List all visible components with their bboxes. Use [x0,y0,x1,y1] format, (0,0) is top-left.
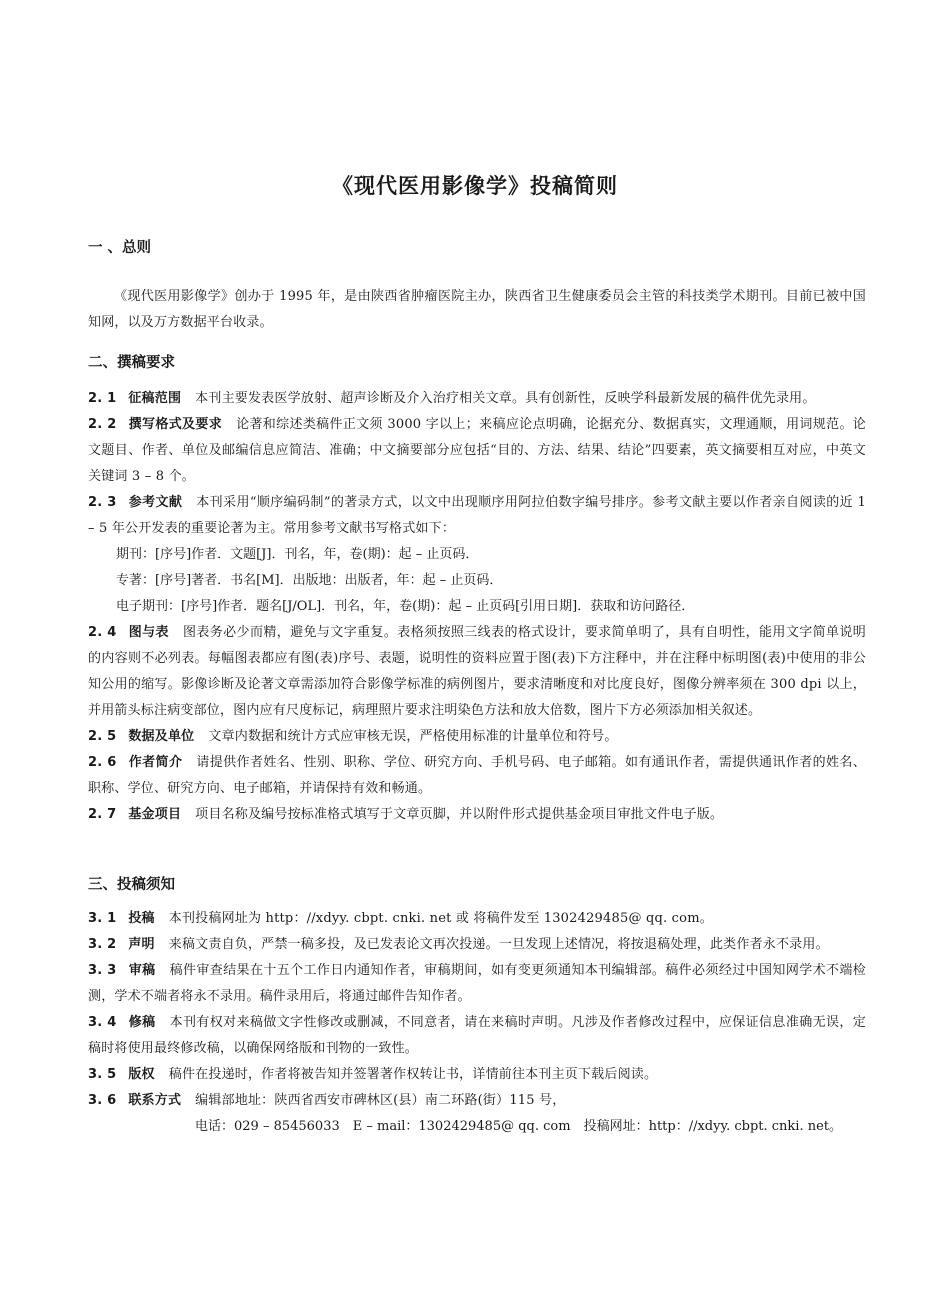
item-keyword: 数据及单位 [128,729,195,744]
item-number: 3. 1 [88,911,117,926]
item-number: 2. 7 [88,807,117,822]
item-keyword: 修稿 [128,1015,156,1030]
item-3-2 [88,932,866,958]
reference-format-ejournal: 电子期刊：[序号]作者．题名[J/OL]．刊名，年，卷(期)：起 – 止页码[引用日期]．获取和访问路径． [116,599,695,614]
item-number: 3. 2 [88,937,117,952]
item-keyword: 联系方式 [128,1093,182,1108]
item-2-4 [88,620,866,724]
item-keyword: 投稿 [128,911,155,926]
item-keyword: 作者简介 [128,755,183,770]
item-3-4 [88,1010,866,1062]
item-keyword: 图与表 [128,625,169,640]
item-number: 2. 5 [88,729,117,744]
item-number: 3. 6 [88,1093,117,1108]
item-3-6 [88,1088,866,1114]
item-2-5 [88,724,866,750]
item-2-1 [88,386,866,412]
page-title: 《现代医用影像学》投稿简则 [332,174,618,198]
item-text: 本刊主要发表医学放射、超声诊断及介入治疗相关文章。具有创新性，反映学科最新发展的稿件优先录用。 [195,391,816,406]
item-3-5 [88,1062,866,1088]
item-text: 来稿文责自负，严禁一稿多投，及已发表论文再次投递。一旦发现上述情况，将按退稿处理，此类作者永不录用。 [168,937,829,952]
item-keyword: 基金项目 [128,807,182,822]
item-text: 文章内数据和统计方式应审核无误，严格使用标准的计量单位和符号。 [208,729,618,744]
item-keyword: 征稿范围 [128,391,182,406]
section-1-body [88,284,866,336]
reference-format-monograph: 专著：[序号]著者．书名[M]．出版地：出版者，年：起 – 止页码． [116,573,503,588]
section-3-heading: 三、投稿须知 [88,877,175,893]
item-number: 2. 2 [88,417,117,432]
item-2-3 [88,490,866,542]
item-2-6 [88,750,866,802]
item-text: 论著和综述类稿件正文须 3000 字以上；来稿应论点明确，论据充分、数据真实，文理通顺，用词规范。论文题目、作者、单位及邮编信息应简洁、准确；中文摘要部分应包括“目的、方法、结果、结论”四要素，英文摘要相互对应，中英文关键词 3 – 8 个。 [88,417,867,484]
item-3-1 [88,906,866,932]
item-text: 稿件在投递时，作者将被告知并签署著作权转让书，详情前往本刊主页下载后阅读。 [168,1067,658,1082]
item-keyword: 参考文献 [128,495,183,510]
section-1-heading: 一 、总则 [88,240,152,256]
item-text: 本刊采用“顺序编码制”的著录方式，以文中出现顺序用阿拉伯数字编号排序。参考文献主要以作者亲自阅读的近 1 – 5 年公开发表的重要论著为主。常用参考文献书写格式如下： [88,495,866,536]
item-text: 本刊投稿网址为 http：//xdyy. cbpt. cnki. net 或 将稿件发至 1302429485@ qq. com。 [168,911,713,926]
item-text: 稿件审查结果在十五个工作日内通知作者，审稿期间，如有变更须通知本刊编辑部。稿件必须经过中国知网学术不端检测，学术不端者将永不录用。稿件录用后，将通过邮件告知作者。 [88,963,867,1004]
item-3-3 [88,958,866,1010]
item-number: 2. 6 [88,755,117,770]
item-text: 本刊有权对来稿做文字性修改或删减，不同意者，请在来稿时声明。凡涉及作者修改过程中，应保证信息准确无误，定稿时将使用最终修改稿，以确保网络版和刊物的一致性。 [88,1015,867,1056]
item-text: 请提供作者姓名、性别、职称、学位、研究方向、手机号码、电子邮箱。如有通讯作者，需提供通讯作者的姓名、职称、学位、研究方向、电子邮箱，并请保持有效和畅通。 [88,755,866,796]
item-number: 2. 3 [88,495,117,510]
intro-paragraph: 《现代医用影像学》创办于 1995 年，是由陕西省肿瘤医院主办，陕西省卫生健康委员会主管的科技类学术期刊。目前已被中国知网，以及万方数据平台收录。 [88,289,866,330]
item-keyword: 撰写格式及要求 [128,417,223,432]
item-text: 图表务必少而精，避免与文字重复。表格须按照三线表的格式设计，要求简单明了，具有自明性，能用文字简单说明的内容则不必列表。每幅图表都应有图(表)序号、表题，说明性的资料应置于图(表)下方注释中，并在注释中标明图(表)中使用的非公知公用的缩写。影像诊断及论著文章需添加符合影像学标准的病例图片，要求清晰度和对比度良好，图像分辨率须在 300 dpi 以上，并用箭头标注病变部位，图内应有尺度标记，病理照片要求注明染色方法和放大倍数，图片下方必须添加相关叙述。 [88,625,866,718]
section-2-body [88,386,866,828]
section-2-heading: 二、撰稿要求 [88,355,175,371]
item-keyword: 声明 [128,937,155,952]
contact-details-line: 电话：029 – 85456033 E – mail：1302429485@ qq. com 投稿网址：http：//xdyy. cbpt. cnki. net。 [195,1119,843,1134]
item-text: 编辑部地址：陕西省西安市碑林区(县）南二环路(街）115 号， [195,1093,566,1108]
reference-format-journal: 期刊：[序号]作者．文题[J]．刊名，年，卷(期)：起 – 止页码． [116,547,479,562]
item-number: 3. 3 [88,963,117,978]
item-2-2 [88,412,866,490]
item-number: 2. 1 [88,391,117,406]
item-number: 3. 5 [88,1067,117,1082]
item-number: 2. 4 [88,625,117,640]
item-text: 项目名称及编号按标准格式填写于文章页脚，并以附件形式提供基金项目审批文件电子版。 [195,807,724,822]
item-keyword: 版权 [128,1067,155,1082]
item-number: 3. 4 [88,1015,117,1030]
item-keyword: 审稿 [128,963,156,978]
item-2-7 [88,802,866,828]
section-3-body [88,906,866,1140]
